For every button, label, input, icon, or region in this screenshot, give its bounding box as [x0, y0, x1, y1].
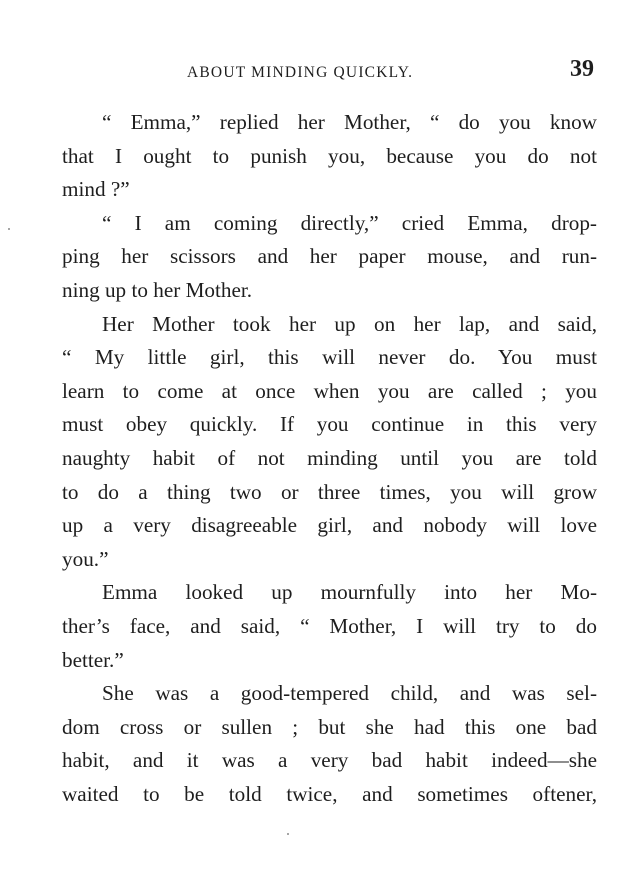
text-line: She was a good-tempered child, and was sel-: [102, 681, 597, 706]
text-line: waited to be told twice, and sometimes oftener,: [62, 781, 597, 806]
paragraph-5: [62, 677, 597, 811]
page-number: 39: [570, 56, 594, 82]
paper-speck: [287, 833, 289, 835]
text-line: “ My little girl, this will never do. You must: [62, 345, 597, 370]
running-head: [62, 56, 598, 88]
text-line: Her Mother took her up on her lap, and said,: [102, 311, 597, 336]
text-line: habit, and it was a very bad habit indeed—she: [62, 748, 597, 773]
paragraph-2: [62, 207, 597, 308]
text-line: “ I am coming directly,” cried Emma, drop-: [102, 210, 597, 235]
text-line: Emma looked up mournfully into her Mo-: [102, 580, 597, 605]
text-line: learn to come at once when you are called ; you: [62, 378, 597, 403]
text-line: that I ought to punish you, because you do not: [62, 143, 597, 168]
text-line: you.”: [62, 546, 109, 571]
body-text: [62, 106, 597, 811]
text-line: dom cross or sullen ; but she had this one bad: [62, 714, 597, 739]
text-line: “ Emma,” replied her Mother, “ do you know: [102, 110, 597, 134]
text-line: naughty habit of not minding until you are told: [62, 445, 597, 470]
text-line: ther’s face, and said, “ Mother, I will try to do: [62, 613, 597, 638]
text-line: must obey quickly. If you continue in this very: [62, 412, 597, 437]
paragraph-4: [62, 576, 597, 677]
text-line: to do a thing two or three times, you will grow: [62, 479, 597, 504]
text-line: mind ?”: [62, 177, 130, 202]
text-line: ning up to her Mother.: [62, 277, 253, 302]
paper-speck: [8, 228, 10, 230]
text-line: ping her scissors and her paper mouse, and run-: [62, 244, 597, 269]
text-line: up a very disagreeable girl, and nobody will love: [62, 513, 597, 538]
paragraph-3: [62, 308, 597, 577]
text-line: better.”: [62, 647, 124, 672]
running-title: ABOUT MINDING QUICKLY.: [187, 64, 414, 81]
paragraph-1: [62, 106, 597, 207]
